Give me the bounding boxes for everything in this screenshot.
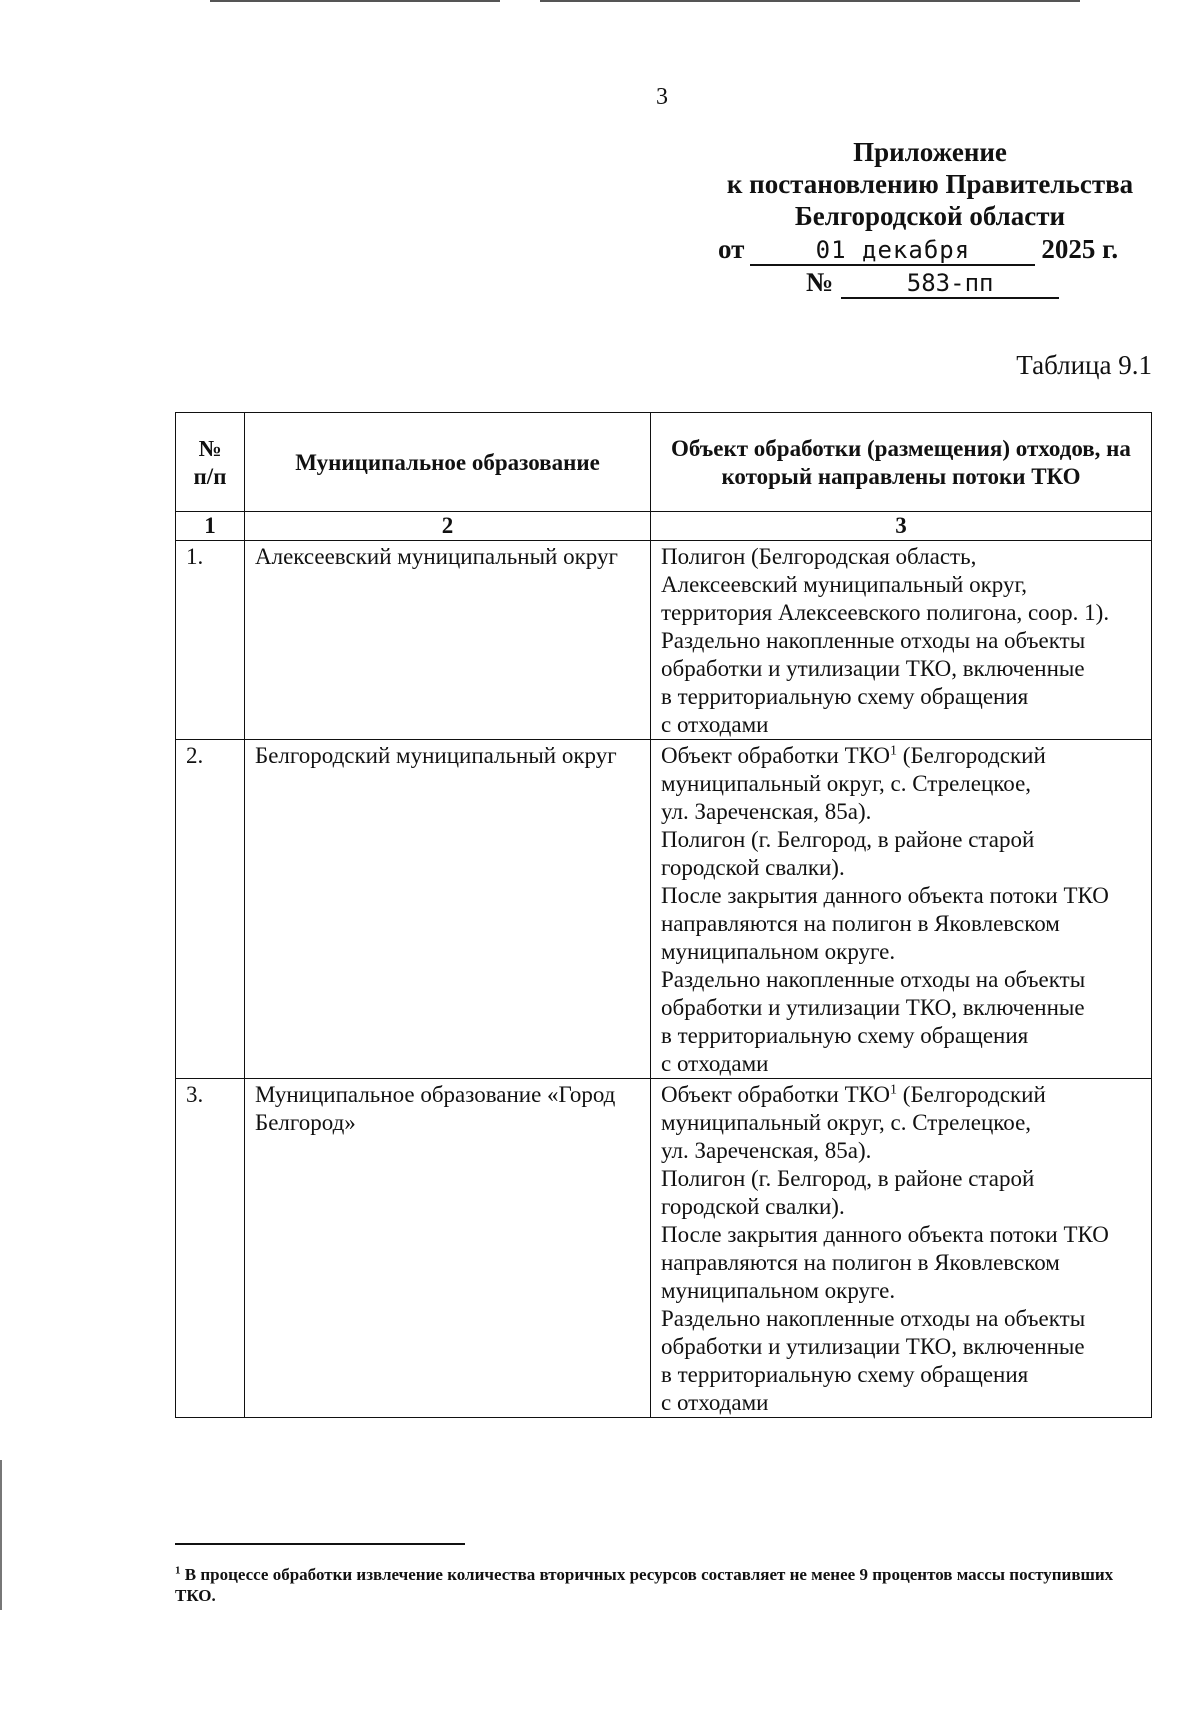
footnote bbox=[175, 1564, 1155, 1606]
date-value: 01 декабря bbox=[750, 236, 1035, 266]
footnote-ref: 1 bbox=[890, 1082, 898, 1098]
row-object bbox=[651, 740, 1152, 1079]
number-value: 583-пп bbox=[841, 269, 1059, 299]
scan-edge-line bbox=[210, 0, 1080, 2]
object-line: обработки и утилизации ТКО, включенные bbox=[661, 1334, 1085, 1359]
column-numbers-row bbox=[176, 512, 1152, 541]
object-line: в территориальную схему обращения bbox=[661, 1362, 1029, 1387]
object-line: Объект обработки ТКО$^1$ (Белгородский bbox=[661, 1082, 1046, 1107]
footnote-divider bbox=[175, 1543, 465, 1545]
row-object bbox=[651, 1079, 1152, 1418]
appendix-heading bbox=[690, 136, 1170, 232]
row-num: 2. bbox=[176, 740, 245, 1079]
object-line: городской свалки). bbox=[661, 1194, 845, 1219]
row-num: 1. bbox=[176, 541, 245, 740]
object-line: Алексеевский муниципальный округ, bbox=[661, 572, 1028, 597]
object-line: ул. Зареченская, 85а). bbox=[661, 1138, 872, 1163]
table-row bbox=[176, 740, 1152, 1079]
object-line: Полигон (Белгородская область, bbox=[661, 544, 977, 569]
object-line: ул. Зареченская, 85а). bbox=[661, 799, 872, 824]
table-row bbox=[176, 541, 1152, 740]
object-line: с отходами bbox=[661, 712, 769, 737]
appendix-line: к постановлению Правительства bbox=[726, 169, 1134, 199]
header-municipality: Муниципальное образование bbox=[245, 413, 651, 512]
object-line: городской свалки). bbox=[661, 855, 845, 880]
row-num: 3. bbox=[176, 1079, 245, 1418]
object-line: с отходами bbox=[661, 1390, 769, 1415]
column-number: 1 bbox=[176, 512, 245, 541]
waste-flow-table bbox=[175, 412, 1152, 1418]
appendix-line: Приложение bbox=[853, 137, 1007, 167]
row-object bbox=[651, 541, 1152, 740]
object-line: Раздельно накопленные отходы на объекты bbox=[661, 967, 1086, 992]
footnote-marker: 1 bbox=[175, 1564, 181, 1577]
table-caption: Таблица 9.1 bbox=[1016, 350, 1152, 380]
page-number: 3 bbox=[656, 84, 668, 110]
object-line: Объект обработки ТКО$^1$ (Белгородский bbox=[661, 743, 1046, 768]
object-line: Полигон (г. Белгород, в районе старой bbox=[661, 827, 1035, 852]
object-line: муниципальный округ, с. Стрелецкое, bbox=[661, 1110, 1032, 1135]
footnote-text: В процессе обработки извлечение количества вторичных ресурсов составляет не менее 9 процентов массы поступивших ТКО. bbox=[175, 1565, 1114, 1605]
object-line: направляются на полигон в Яковлевском bbox=[661, 911, 1060, 936]
number-prefix: № bbox=[806, 267, 834, 297]
object-line: муниципальном округе. bbox=[661, 1278, 896, 1303]
table-header-row bbox=[176, 413, 1152, 512]
table-row bbox=[176, 1079, 1152, 1418]
object-line: территория Алексеевского полигона, соор. 1). bbox=[661, 600, 1110, 625]
column-number: 2 bbox=[245, 512, 651, 541]
decree-date bbox=[718, 234, 1118, 266]
date-year: 2025 г. bbox=[1041, 234, 1119, 264]
decree-number bbox=[806, 267, 1059, 299]
object-line: муниципальный округ, с. Стрелецкое, bbox=[661, 771, 1032, 796]
object-line: в территориальную схему обращения bbox=[661, 684, 1029, 709]
object-line: После закрытия данного объекта потоки ТКО bbox=[661, 883, 1109, 908]
row-municipality: Муниципальное образование «Город Белгород» bbox=[245, 1079, 651, 1418]
object-line: с отходами bbox=[661, 1051, 769, 1076]
header-num: № п/п bbox=[176, 413, 245, 512]
object-line: После закрытия данного объекта потоки ТКО bbox=[661, 1222, 1109, 1247]
appendix-line: Белгородской области bbox=[794, 201, 1066, 231]
row-municipality: Алексеевский муниципальный округ bbox=[245, 541, 651, 740]
object-line: в территориальную схему обращения bbox=[661, 1023, 1029, 1048]
scan-edge-line-left bbox=[0, 1460, 2, 1610]
object-line: Полигон (г. Белгород, в районе старой bbox=[661, 1166, 1035, 1191]
object-line: Раздельно накопленные отходы на объекты bbox=[661, 628, 1086, 653]
row-municipality: Белгородский муниципальный округ bbox=[245, 740, 651, 1079]
object-line: направляются на полигон в Яковлевском bbox=[661, 1250, 1060, 1275]
object-line: обработки и утилизации ТКО, включенные bbox=[661, 656, 1085, 681]
object-line: муниципальном округе. bbox=[661, 939, 896, 964]
footnote-ref: 1 bbox=[890, 743, 898, 759]
date-prefix: от bbox=[718, 234, 745, 264]
header-object: Объект обработки (размещения) отходов, на который направлены потоки ТКО bbox=[651, 413, 1152, 512]
object-line: обработки и утилизации ТКО, включенные bbox=[661, 995, 1085, 1020]
column-number: 3 bbox=[651, 512, 1152, 541]
object-line: Раздельно накопленные отходы на объекты bbox=[661, 1306, 1086, 1331]
